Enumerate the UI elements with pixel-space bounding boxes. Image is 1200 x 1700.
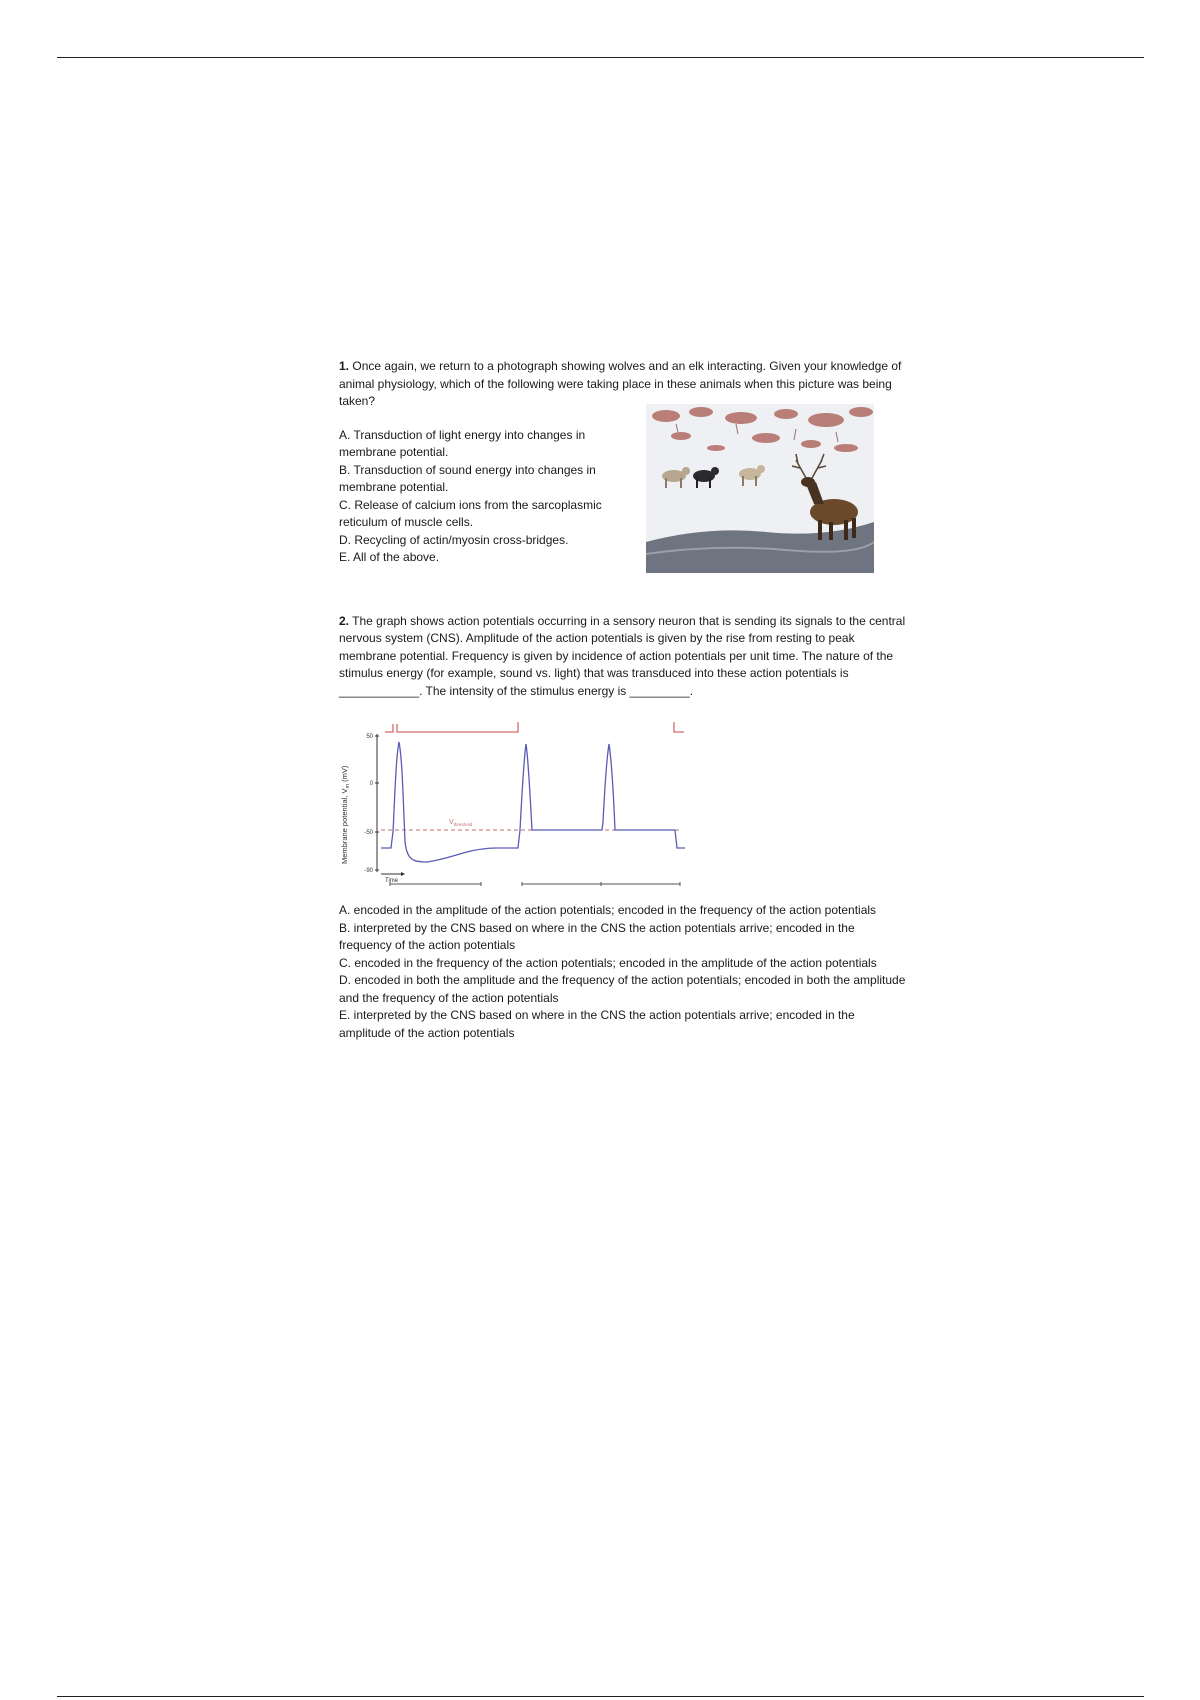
q2-option-d: D. encoded in both the amplitude and the frequency of the action potentials; encoded in both the amplitude and the frequency of the action potentials [339, 973, 906, 1005]
bottom-rule [57, 1696, 1144, 1697]
q1-option-c: C. Release of calcium ions from the sarcoplasmic reticulum of muscle cells. [339, 497, 602, 529]
q2-option-c: C. encoded in the frequency of the action potentials; encoded in the amplitude of the action potentials [339, 955, 877, 970]
document-body [339, 358, 909, 1042]
q2-option-e: E. interpreted by the CNS based on where in the CNS the action potentials arrive; encoded in the amplitude of the action potentials [339, 1008, 855, 1040]
question-1-options [339, 427, 629, 567]
q2-option-b: B. interpreted by the CNS based on where in the CNS the action potentials arrive; encoded in the frequency of the action potentials [339, 920, 855, 952]
action-potential-graph [335, 712, 909, 894]
time-label: Time [385, 878, 399, 884]
ytick-minus90: -90 [364, 868, 373, 874]
membrane-trace [381, 742, 685, 862]
q1-option-b: B. Transduction of sound energy into changes in membrane potential. [339, 462, 596, 494]
ytick-minus50: -50 [364, 830, 373, 836]
ytick-0: 0 [369, 781, 373, 787]
question-2 [339, 613, 909, 1043]
q1-option-e: E. All of the above. [339, 550, 440, 564]
q1-option-d: D. Recycling of actin/myosin cross-bridges. [339, 532, 569, 547]
question-2-number: 2. [339, 613, 350, 628]
top-rule [57, 57, 1144, 58]
wolves-elk-photo [646, 404, 874, 573]
question-1-text: Once again, we return to a photograph showing wolves and an elk interacting. Given your knowledge of animal physiology, which of the following were taking place in these animals when this picture was being taken? [339, 359, 902, 408]
stimulus-trace [385, 722, 684, 732]
question-2-stem [339, 613, 909, 701]
question-1-number: 1. [339, 359, 350, 373]
interval-bracket-1 [390, 882, 481, 886]
q2-option-a: A. encoded in the amplitude of the action potentials; encoded in the frequency of the action potentials [339, 903, 877, 917]
threshold-label: $V_{threshold}$ [449, 819, 473, 827]
interval-bracket-2 [522, 882, 680, 886]
question-1-stem [339, 358, 909, 411]
y-axis-title: Membrane potential, $V_m$ (mV) [340, 765, 351, 864]
question-1 [339, 358, 909, 567]
question-2-text: The graph shows action potentials occurring in a sensory neuron that is sending its signals to the central nervous system (CNS). Amplitude of the action potentials is given by the rise from resting to peak membrane potential. Frequency is given by incidence of action potentials per unit time. The nature of the stimulus energy (for example, sound vs. light) that was transduced into these action potentials is ____________. The intensity of the stimulus energy is _________. [339, 613, 906, 698]
q1-option-a: A. Transduction of light energy into changes in membrane potential. [339, 427, 586, 459]
question-2-options [339, 902, 909, 1042]
ytick-50: 50 [366, 734, 373, 740]
